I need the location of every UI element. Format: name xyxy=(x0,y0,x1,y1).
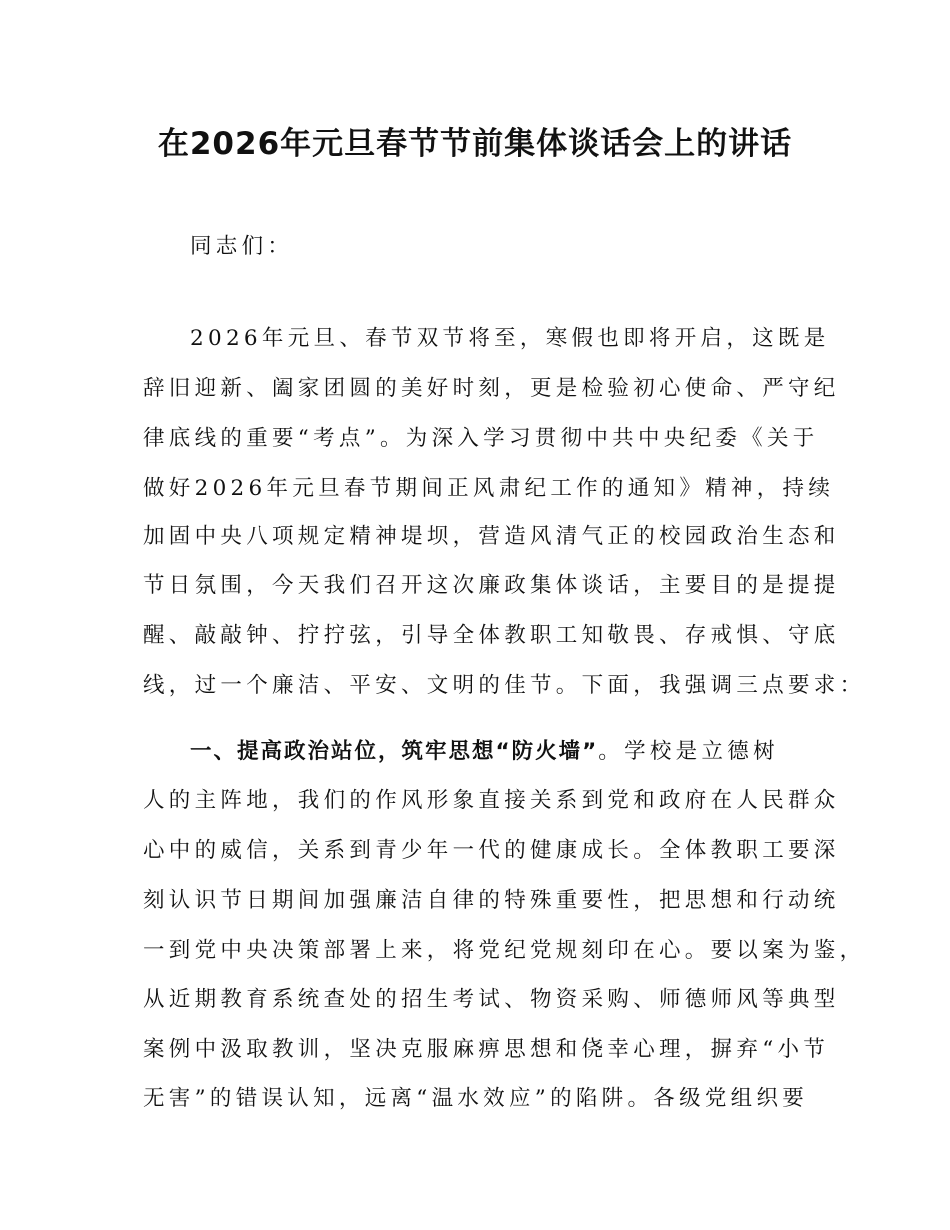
paragraph-line: 一到党中央决策部署上来，将党纪党规刻印在心。要以案为鉴， xyxy=(143,938,866,963)
paragraph-line: 从近期教育系统查处的招生考试、物资采购、师德师风等典型 xyxy=(143,987,840,1012)
paragraph-line: 心中的威信，关系到青少年一代的健康成长。全体教职工要深 xyxy=(143,838,840,863)
paragraph-line: 律底线的重要“考点”。为深入学习贯彻中共中央纪委《关于 xyxy=(143,426,819,451)
paragraph-line xyxy=(190,737,880,767)
paragraph-line: 做好2026年元旦春节期间正风肃纪工作的通知》精神，持续 xyxy=(143,476,835,501)
paragraph-line: 节日氛围，今天我们召开这次廉政集体谈话，主要目的是提提 xyxy=(143,573,840,598)
document-title: 在2026年元旦春节节前集体谈话会上的讲话 xyxy=(157,126,793,162)
salutation: 同志们： xyxy=(190,234,294,259)
paragraph-line: 线，过一个廉洁、平安、文明的佳节。下面，我强调三点要求： xyxy=(143,673,866,698)
paragraph-line: 刻认识节日期间加强廉洁自律的特殊重要性，把思想和行动统 xyxy=(143,888,840,913)
paragraph-line: 无害”的错误认知，远离“温水效应”的陷阱。各级党组织要 xyxy=(143,1086,809,1111)
paragraph-line: 醒、敲敲钟、拧拧弦，引导全体教职工知敬畏、存戒惧、守底 xyxy=(143,623,840,648)
paragraph-line: 辞旧迎新、阖家团圆的美好时刻，更是检验初心使命、严守纪 xyxy=(143,376,840,401)
paragraph-line: 案例中汲取教训，坚决克服麻痹思想和侥幸心理，摒弃“小节 xyxy=(143,1037,830,1062)
paragraph-line: 人的主阵地，我们的作风形象直接关系到党和政府在人民群众 xyxy=(143,788,840,813)
paragraph-line: 2026年元旦、春节双节将至，寒假也即将开启，这既是 xyxy=(190,326,830,351)
paragraph-line: 加固中央八项规定精神堤坝，营造风清气正的校园政治生态和 xyxy=(143,524,840,549)
paragraph-text: 。学校是立德树 xyxy=(598,739,779,764)
section-heading: 一、提高政治站位，筑牢思想“防火墙” xyxy=(190,739,599,764)
